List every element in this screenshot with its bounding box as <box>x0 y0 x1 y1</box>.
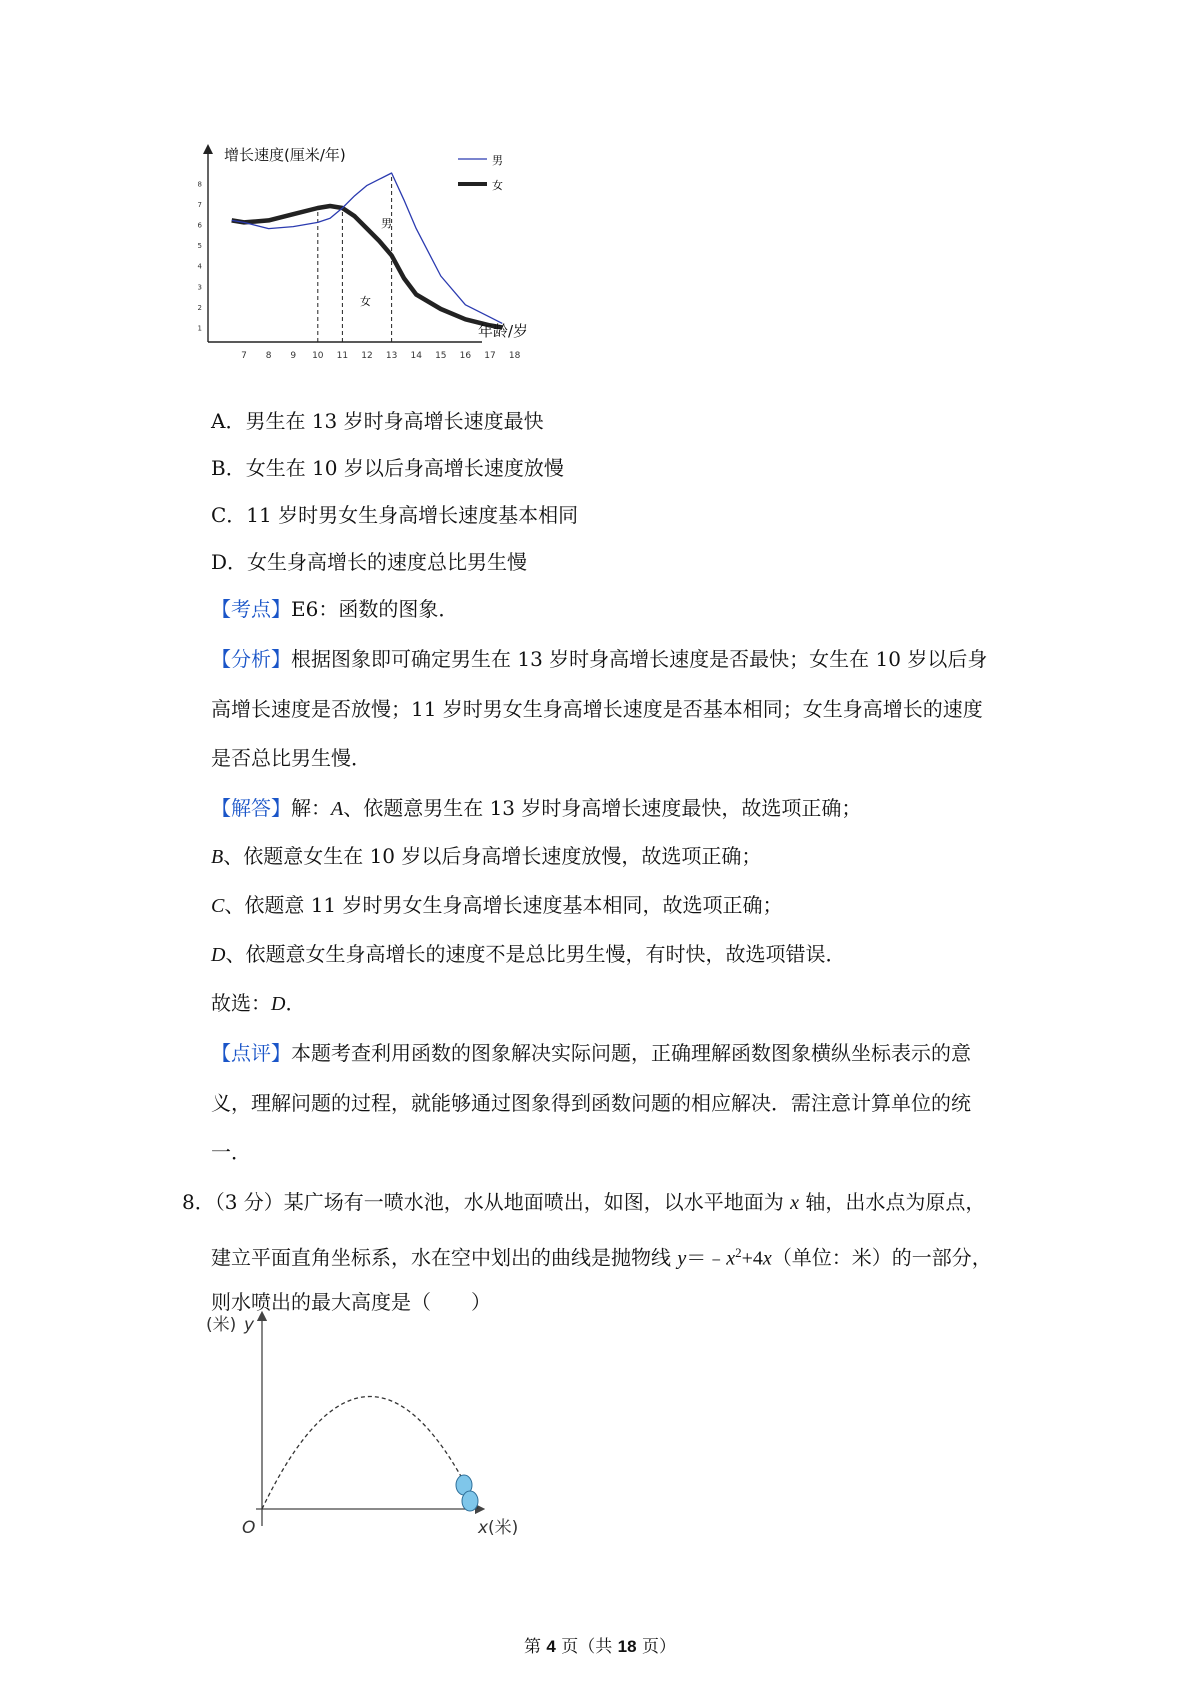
jieda-letter-b: B <box>211 846 224 868</box>
q8-line-1 <box>182 1189 985 1216</box>
dianping-line-1 <box>211 1040 971 1066</box>
series-boy-label: 男 <box>381 217 392 230</box>
q8-eq-sup: 2 <box>735 1245 742 1260</box>
jieda-text-2: 、依题意女生在 10 岁以后身高增长速度放慢，故选项正确； <box>223 844 762 868</box>
x-axis-label: 年龄/岁 <box>478 322 529 340</box>
jieda-answer-post: ． <box>285 991 306 1015</box>
y-tick-label: 7 <box>197 200 202 209</box>
x-tick-label: 16 <box>459 351 472 361</box>
jieda-line-4 <box>211 941 845 968</box>
growth-speed-chart <box>197 138 580 398</box>
footer-mid: 页（共 <box>555 1637 618 1657</box>
y-axis-arrow <box>203 144 213 154</box>
chart-title: 增长速度(厘米/年) <box>224 146 346 164</box>
jieda-pre: 解： <box>291 796 331 820</box>
option-c: C．11 岁时男女生身高增长速度基本相同 <box>211 503 579 527</box>
jieda-letter-c: C <box>211 895 225 917</box>
x-tick-label: 7 <box>241 351 247 361</box>
q8-text-2b: （单位：米）的一部分， <box>771 1245 992 1270</box>
jieda-answer-pre: 故选： <box>211 991 271 1015</box>
y-tick-label: 3 <box>197 283 202 292</box>
y-tick-label: 5 <box>197 242 202 251</box>
parabola-curve <box>262 1397 478 1510</box>
option-b: B．女生在 10 岁以后身高增长速度放慢 <box>211 456 564 480</box>
y-tick-label: 1 <box>197 324 202 333</box>
footer-post: 页） <box>636 1637 676 1657</box>
chart-dashed-guides <box>318 173 392 342</box>
option-a: A．男生在 13 岁时身高增长速度最快 <box>211 409 544 433</box>
x-tick-label: 12 <box>361 351 373 361</box>
jieda-line-5 <box>211 990 305 1017</box>
dianping-text-1: 本题考查利用函数的图象解决实际问题，正确理解函数图象横纵坐标表示的意 <box>291 1041 971 1065</box>
x-axis-var: x <box>478 1518 489 1538</box>
jieda-text-4: 、依题意女生身高增长的速度不是总比男生慢，有时快，故选项错误． <box>225 942 846 966</box>
y-tick-label: 4 <box>197 262 202 271</box>
page-footer <box>0 1632 1200 1657</box>
y-tick-label: 2 <box>197 303 202 312</box>
jieda-text-1: 、依题意男生在 13 岁时身高增长速度最快，故选项正确； <box>343 796 862 820</box>
q8-line-2 <box>211 1240 992 1272</box>
x-tick-label: 13 <box>385 351 398 361</box>
jieda-tag: 【解答】 <box>211 796 291 820</box>
x-tick-label: 11 <box>336 351 349 361</box>
x-tick-label: 15 <box>435 351 447 361</box>
series-girl-label: 女 <box>360 295 371 308</box>
x-tick-label: 8 <box>265 351 272 361</box>
jieda-line-1 <box>211 795 861 822</box>
series-girl-line <box>232 206 503 328</box>
q8-eq-sign: ＝﹣ <box>686 1245 727 1270</box>
x-tick-label: 17 <box>484 351 496 361</box>
q8-line-3: 则水喷出的最大高度是（ ） <box>211 1290 491 1314</box>
origin-label: O <box>242 1518 256 1538</box>
jieda-answer-letter: D <box>271 993 286 1015</box>
y-tick-label: 8 <box>197 180 202 189</box>
dianping-line-3: 一． <box>211 1140 251 1164</box>
q8-text-1b: 轴，出水点为原点， <box>799 1190 986 1214</box>
fenxi-line-2: 高增长速度是否放慢；11 岁时男女生身高增长速度是否基本相同；女生身高增长的速度 <box>211 697 983 721</box>
water-drop <box>462 1491 478 1511</box>
dianping-line-2: 义，理解问题的过程，就能够通过图象得到函数问题的相应解决．需注意计算单位的统 <box>211 1091 971 1115</box>
y-axis-unit: (米) <box>206 1315 237 1335</box>
kaodian-tag: 【考点】 <box>211 597 291 621</box>
footer-page: 4 <box>546 1637 556 1656</box>
q8-eq-x: x <box>726 1247 736 1270</box>
q8-text-1a: 8．（3 分）某广场有一喷水池，水从地面喷出，如图，以水平地面为 <box>182 1190 791 1214</box>
x-tick-label: 9 <box>290 351 297 361</box>
q8-eq-plus: +4 <box>741 1247 763 1270</box>
q8-eq-x2: x <box>762 1247 772 1270</box>
fenxi-line-3: 是否总比男生慢． <box>211 746 371 770</box>
parabola-figure <box>206 1308 566 1548</box>
jieda-line-2 <box>211 843 761 870</box>
x-tick-label: 18 <box>508 351 521 361</box>
footer-total: 18 <box>617 1637 637 1656</box>
legend-girl-label: 女 <box>492 179 503 192</box>
y-axis-var: y <box>244 1315 255 1335</box>
jieda-letter-d: D <box>211 944 226 966</box>
chart-ticks <box>198 180 521 361</box>
fenxi-line-1 <box>211 646 987 672</box>
fenxi-text-1: 根据图象即可确定男生在 13 岁时身高增长速度是否最快；女生在 10 岁以后身 <box>291 647 988 671</box>
y-tick-label: 6 <box>197 221 202 230</box>
q8-var-x: x <box>790 1192 800 1214</box>
x-axis-unit: (米) <box>488 1518 519 1538</box>
fenxi-tag: 【分析】 <box>211 647 291 671</box>
q8-text-2a: 建立平面直角坐标系，水在空中划出的曲线是抛物线 <box>211 1245 678 1270</box>
option-d: D．女生身高增长的速度总比男生慢 <box>211 550 528 574</box>
footer-pre: 第 <box>523 1637 547 1657</box>
x-tick-label: 14 <box>410 351 422 361</box>
dianping-tag: 【点评】 <box>211 1041 291 1065</box>
kaodian-text: E6：函数的图象． <box>291 597 459 621</box>
kaodian-line <box>211 596 458 622</box>
jieda-line-3 <box>211 892 783 919</box>
jieda-letter-a: A <box>331 798 344 820</box>
legend-boy-label: 男 <box>492 154 503 167</box>
q8-eq-y: y <box>677 1247 687 1270</box>
x-tick-label: 10 <box>312 351 324 361</box>
jieda-text-3: 、依题意 11 岁时男女生身高增长速度基本相同，故选项正确； <box>224 893 783 917</box>
